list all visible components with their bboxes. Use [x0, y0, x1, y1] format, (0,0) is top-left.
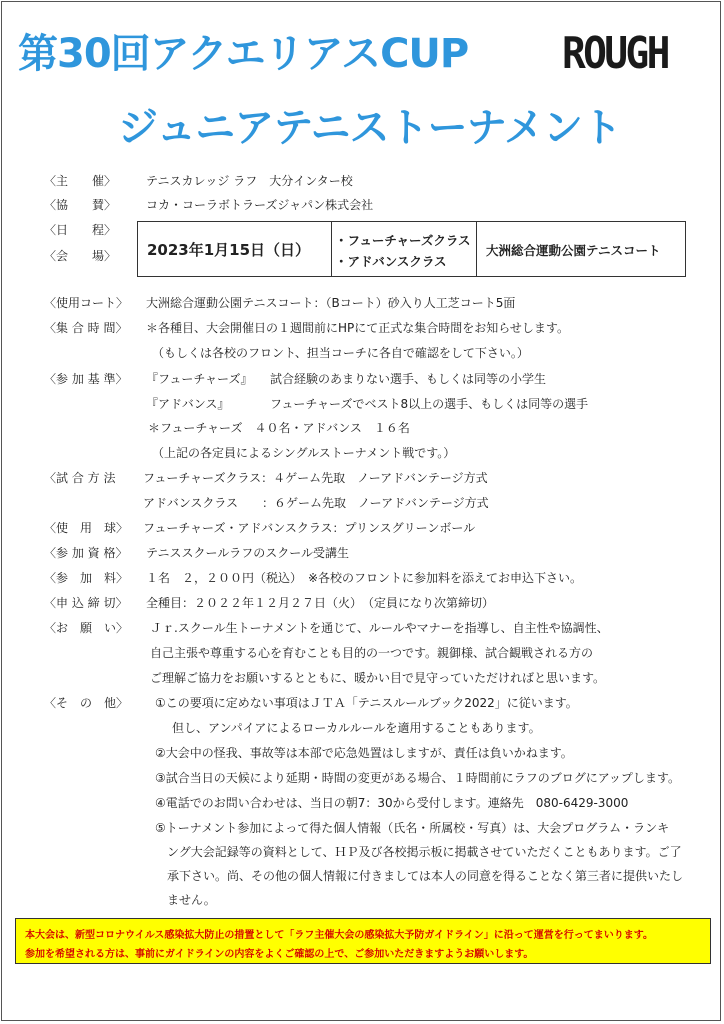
event-title: 第30回アクエリアスCUP: [18, 31, 469, 77]
other-label: 〈そ の 他〉: [44, 696, 129, 710]
rough-logo: ROUGH: [562, 28, 668, 79]
eligibility-value: テニススクールラフのスクール受講生: [146, 546, 350, 560]
deadline-label: 〈申 込 締 切〉: [44, 596, 128, 610]
sponsor-label: 〈協 賛〉: [44, 198, 117, 212]
format-line2: アドバンスクラス ：６ゲーム先取 ノーアドバンテージ方式: [143, 496, 489, 510]
fee-value: １名 ２，２００円（税込） ※各校のフロントに参加料を添えてお申込下さい。: [146, 571, 583, 585]
gather-line2: （もしくは各校のフロント、担当コーチに各自で確認をして下さい。）: [152, 346, 529, 360]
eligibility-label: 〈参 加 資 格〉: [44, 546, 128, 560]
covid-notice: [15, 918, 711, 964]
criteria-futures-name: 『フューチャーズ』: [146, 372, 253, 386]
courts-label: 〈使用コート〉: [44, 296, 129, 310]
venue-label: 〈会 場〉: [44, 249, 117, 263]
event-info-box: [137, 221, 686, 277]
other-line1: ①この要項に定めない事項はＪＴＡ「テニスルールブック2022」に従います。: [155, 696, 578, 710]
organizer-label: 〈主 催〉: [44, 174, 117, 188]
event-subtitle: ジュニアテニストーナメント: [118, 105, 621, 151]
gather-label: 〈集 合 時 間〉: [44, 321, 128, 335]
other-line3: ②大会中の怪我、事故等は本部で応急処置はしますが、責任は負いかねます。: [155, 746, 573, 760]
criteria-capacity: ＊フューチャーズ ４０名・アドバンス １６名: [148, 421, 410, 435]
notice-line1: 本大会は、新型コロナウイルス感染拡大防止の措置として「ラフ主催大会の感染拡大予防ガイドライン」に沿って運営を行ってまいります。: [25, 930, 653, 941]
notice-line2: 参加を希望される方は、事前にガイドラインの内容をよくご確認の上で、ご参加いただきますようお願いします。: [25, 949, 534, 960]
format-line1: フューチャーズクラス：４ゲーム先取 ノーアドバンテージ方式: [143, 471, 488, 485]
other-line5: ④電話でのお問い合わせは、当日の朝7：30から受付します。連絡先 080-6429-3000: [155, 796, 629, 810]
other-line8: 承下さい。尚、その他の個人情報に付きましては本人の同意を得ることなく第三者に提供いたし: [167, 869, 684, 883]
fee-label: 〈参 加 料〉: [44, 571, 129, 585]
date-label: 〈日 程〉: [44, 223, 117, 237]
request-line1: Ｊｒ.スクール生トーナメントを通じて、ルールやマナーを指導し、自主性や協調性、: [150, 621, 609, 635]
request-line2: 自己主張や尊重する心を育むことも目的の一つです。親御様、試合観戦される方の: [150, 646, 594, 660]
event-date: 2023年1月15日（日）: [147, 241, 311, 259]
courts-value: 大洲総合運動公園テニスコート：（Bコート）砂入り人工芝コート5面: [146, 296, 516, 310]
organizer-value: テニスカレッジ ラフ 大分インター校: [146, 174, 353, 188]
other-line4: ③試合当日の天候により延期・時間の変更がある場合、１時間前にラフのブログにアップします。: [155, 771, 680, 785]
page-border: [1, 1, 721, 1021]
request-line3: ご理解ご協力をお願いするとともに、暖かい目で見守っていただければと思います。: [150, 671, 606, 685]
other-line6: ⑤トーナメント参加によって得た個人情報（氏名・所属校・写真）は、大会プログラム・ランキ: [155, 821, 670, 835]
request-label: 〈お 願 い〉: [44, 621, 129, 635]
criteria-futures-desc: 試合経験のあまりない選手、もしくは同等の小学生: [270, 372, 547, 386]
gather-line1: ＊各種目、大会開催日の１週間前にHPにて正式な集合時間をお知らせします。: [146, 321, 569, 335]
deadline-value: 全種目：２０２２年１２月２７日（火） （定員になり次第締切）: [146, 596, 495, 610]
other-line9: ません。: [167, 893, 216, 907]
class-futures: ・フューチャーズクラス: [335, 233, 471, 248]
other-line7: ング大会記録等の資料として、ＨＰ及び各校掲示板に掲載させていただくこともあります。ご了: [167, 845, 682, 859]
event-venue: 大洲総合運動公園テニスコート: [486, 243, 661, 258]
event-date-cell: [138, 222, 332, 276]
class-advance: ・アドバンスクラス: [335, 254, 447, 269]
criteria-label: 〈参 加 基 準〉: [44, 372, 128, 386]
criteria-advance-desc: フューチャーズでベスト8以上の選手、もしくは同等の選手: [270, 397, 589, 411]
criteria-note: （上記の各定員によるシングルストーナメント戦です。）: [152, 446, 456, 460]
ball-value: フューチャーズ・アドバンスクラス：プリンスグリーンボール: [143, 521, 476, 535]
event-class-cell: [331, 222, 477, 276]
other-line2: 但し、アンパイアによるローカルルールを適用することもあります。: [172, 721, 541, 735]
sponsor-value: コカ・コーラボトラーズジャパン株式会社: [146, 198, 374, 212]
format-label: 〈試 合 方 法: [44, 471, 116, 485]
ball-label: 〈使 用 球〉: [44, 521, 129, 535]
criteria-advance-name: 『アドバンス』: [146, 397, 230, 411]
